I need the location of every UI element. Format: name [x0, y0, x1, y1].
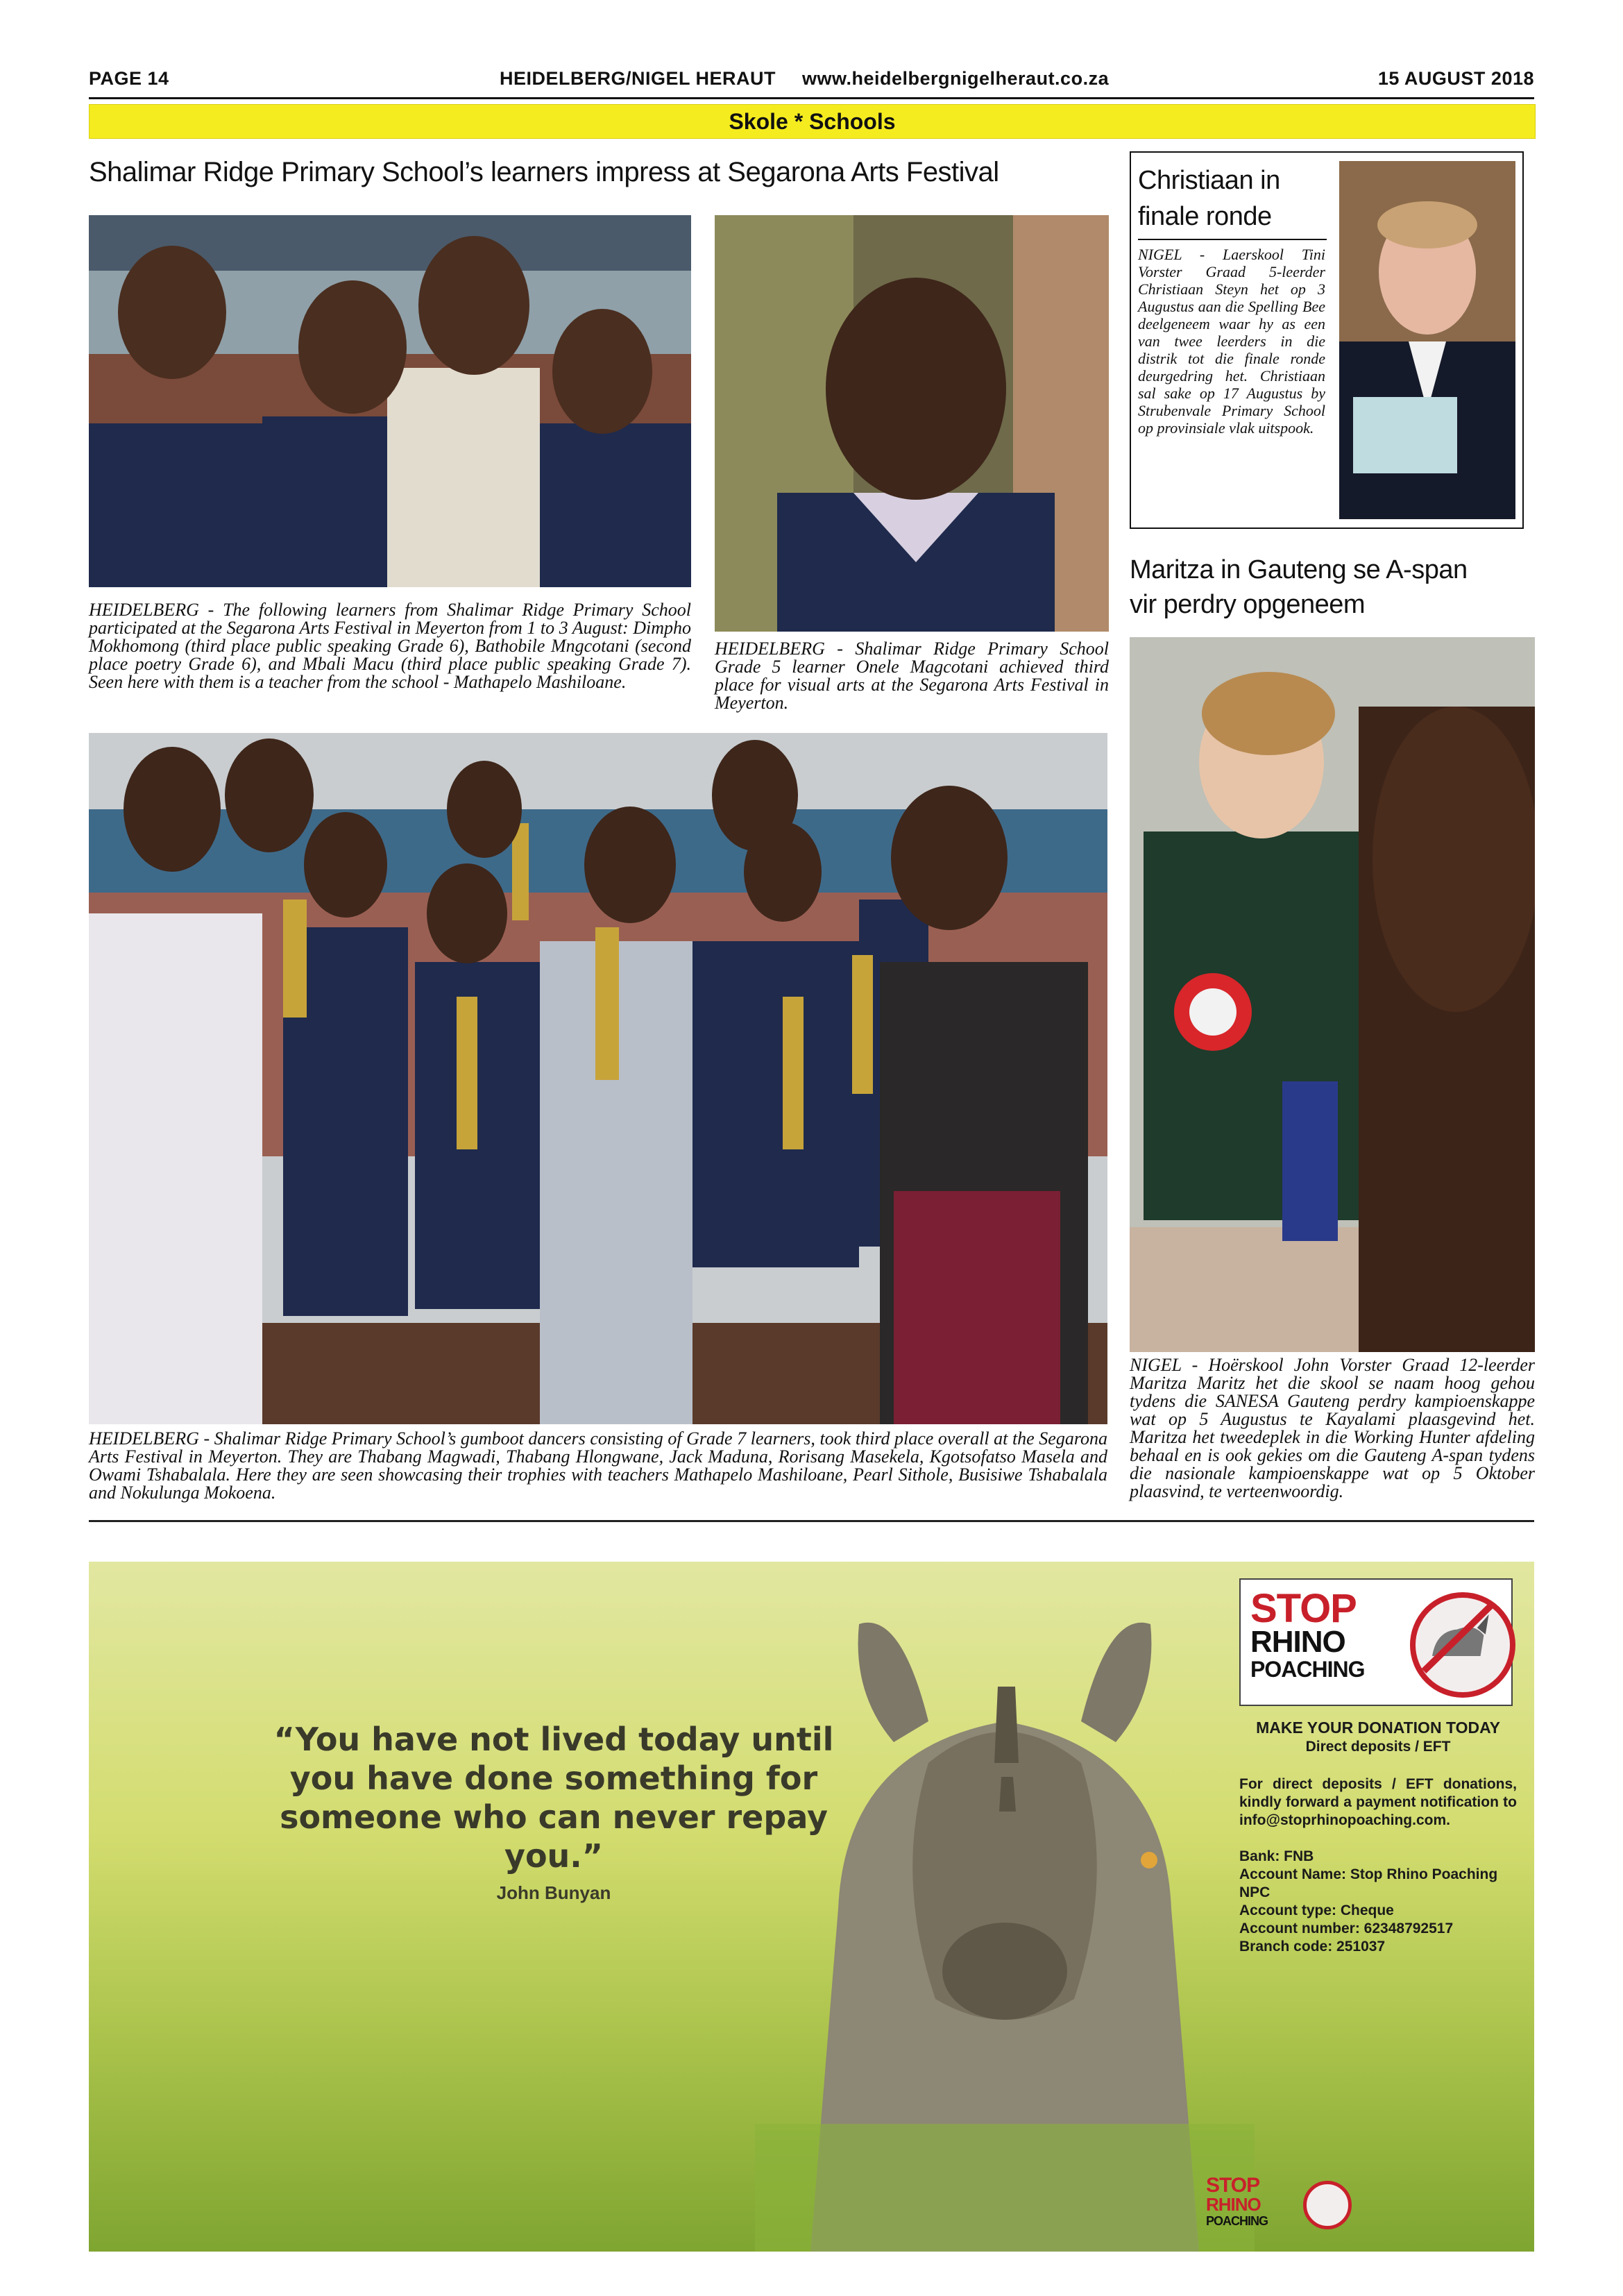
donate-subheading: Direct deposits / EFT	[1305, 1739, 1451, 1755]
maritza-headline-line2: vir perdry opgeneem	[1130, 590, 1366, 619]
account-type: Account type: Cheque	[1239, 1902, 1394, 1918]
maritza-headline-line1: Maritza in Gauteng se A-span	[1130, 555, 1468, 584]
maritza-headline	[1130, 552, 1532, 622]
rhino-emblem-icon	[1410, 1592, 1515, 1698]
issue-date: 15 AUGUST 2018	[1377, 68, 1534, 89]
stop-rhino-poaching-advert	[89, 1562, 1534, 2252]
small-logo-poaching: POACHING	[1206, 2214, 1268, 2228]
photo-onele-magcotani	[715, 215, 1109, 632]
caption-onele-magcotani: HEIDELBERG - Shalimar Ridge Primary School Grade 5 learner Onele Magcotani achieved third place for visual arts at the Segarona Arts Festival in Meyerton.	[715, 639, 1109, 713]
logo-stop: STOP	[1250, 1586, 1357, 1631]
christiaan-headline-line2: finale ronde	[1138, 202, 1272, 231]
main-headline: Shalimar Ridge Primary School’s learners impress at Segarona Arts Festival	[89, 157, 999, 187]
sidebar-box-christiaan	[1130, 151, 1524, 529]
ad-divider	[89, 1520, 1534, 1522]
caption-gumboot-dancers: HEIDELBERG - Shalimar Ridge Primary School’s gumboot dancers consisting of Grade 7 learners, took third place overall at the Segarona Arts Festival in Meyerton. They are Thabang Magwadi, Thabang Hlongwane, Jack Maduna, Rorisang Masekela, Kgotsofatso Masela and Owami Tshabalala. Here they are seen showcasing their trophies with teachers Mathapelo Mashiloane, Pearl Sithole, Busisiwe Tshabalala and Nokulunga Mokoena.	[89, 1428, 1107, 1503]
donate-instructions: For direct deposits / EFT donations, kindly forward a payment notification to info@stoprhinopoaching.com.	[1239, 1776, 1517, 1828]
logo-poaching: POACHING	[1250, 1657, 1365, 1682]
small-rhino-emblem-icon	[1303, 2181, 1352, 2229]
logo-rhino: RHINO	[1250, 1625, 1345, 1659]
photo-maritza-maritz	[1130, 637, 1535, 1352]
caption-maritza-maritz: NIGEL - Hoërskool John Vorster Graad 12-leerder Maritza Maritz het die skool se naam hoog gehou tydens die SANESA Gauteng perdry kampioenskappe wat op 5 Augustus te Kayalami plaasgevind het. Maritza het tweedeplek in die Working Hunter afdeling behaal en is ook gekies om die Gauteng A-span tydens die nasionale kampioenskappe wat op 5 Oktober plaasvind, te verteenwoordig.	[1130, 1355, 1535, 1501]
caption-festival-learners: HEIDELBERG - The following learners from Shalimar Ridge Primary School participated at the Segarona Arts Festival in Meyerton from 1 to 3 August: Dimpho Mokhomong (third place public speaking Grade 6), Bathobile Mngcotani (second place poetry Grade 6), and Mbali Macu (third place public speaking Grade 7). Seen here with them is a teacher from the school - Mathapelo Mashiloane.	[89, 600, 691, 692]
page-header	[89, 64, 1534, 99]
small-logo-stop: STOP	[1206, 2174, 1260, 2197]
page-number: PAGE 14	[89, 68, 169, 89]
account-name: Account Name: Stop Rhino Poaching NPC	[1239, 1866, 1498, 1900]
stop-rhino-small-logo	[1206, 2175, 1373, 2238]
section-banner	[89, 104, 1536, 139]
branch-code: Branch code: 251037	[1239, 1939, 1386, 1955]
newspaper-website[interactable]: www.heidelbergnigelheraut.co.za	[802, 68, 1110, 89]
section-title: Skole * Schools	[729, 109, 896, 134]
christiaan-body: NIGEL - Laerskool Tini Vorster Graad 5-leerder Christiaan Steyn het op 3 Augustus aan die Spelling Bee deelgeneem waar hy as een van twee leerders in die distrik tot die finale ronde deurgedring het. Christiaan sal sake op 17 Augustus by Strubenvale Primary School op provinsiale vlak uitspook.	[1138, 246, 1325, 437]
small-logo-rhino: RHINO	[1206, 2194, 1261, 2215]
christiaan-headline-line1: Christiaan in	[1138, 166, 1280, 195]
advert-quote-author: John Bunyan	[496, 1882, 611, 1903]
bank-details	[1239, 1848, 1531, 1956]
photo-christiaan-steyn	[1339, 161, 1515, 519]
bank-name: Bank: FNB	[1239, 1848, 1314, 1864]
newspaper-name: HEIDELBERG/NIGEL HERAUT	[500, 68, 776, 89]
photo-festival-learners	[89, 215, 691, 587]
photo-gumboot-dancers	[89, 733, 1107, 1424]
advert-quote: “You have not lived today until you have done something for someone who can never repay you.”	[273, 1721, 834, 1875]
stop-rhino-logo	[1239, 1578, 1513, 1706]
rhino-illustration	[755, 1582, 1255, 2252]
christiaan-rule	[1138, 239, 1327, 240]
christiaan-headline	[1138, 162, 1325, 235]
donate-heading: MAKE YOUR DONATION TODAY	[1256, 1719, 1500, 1737]
account-number: Account number: 62348792517	[1239, 1921, 1454, 1936]
